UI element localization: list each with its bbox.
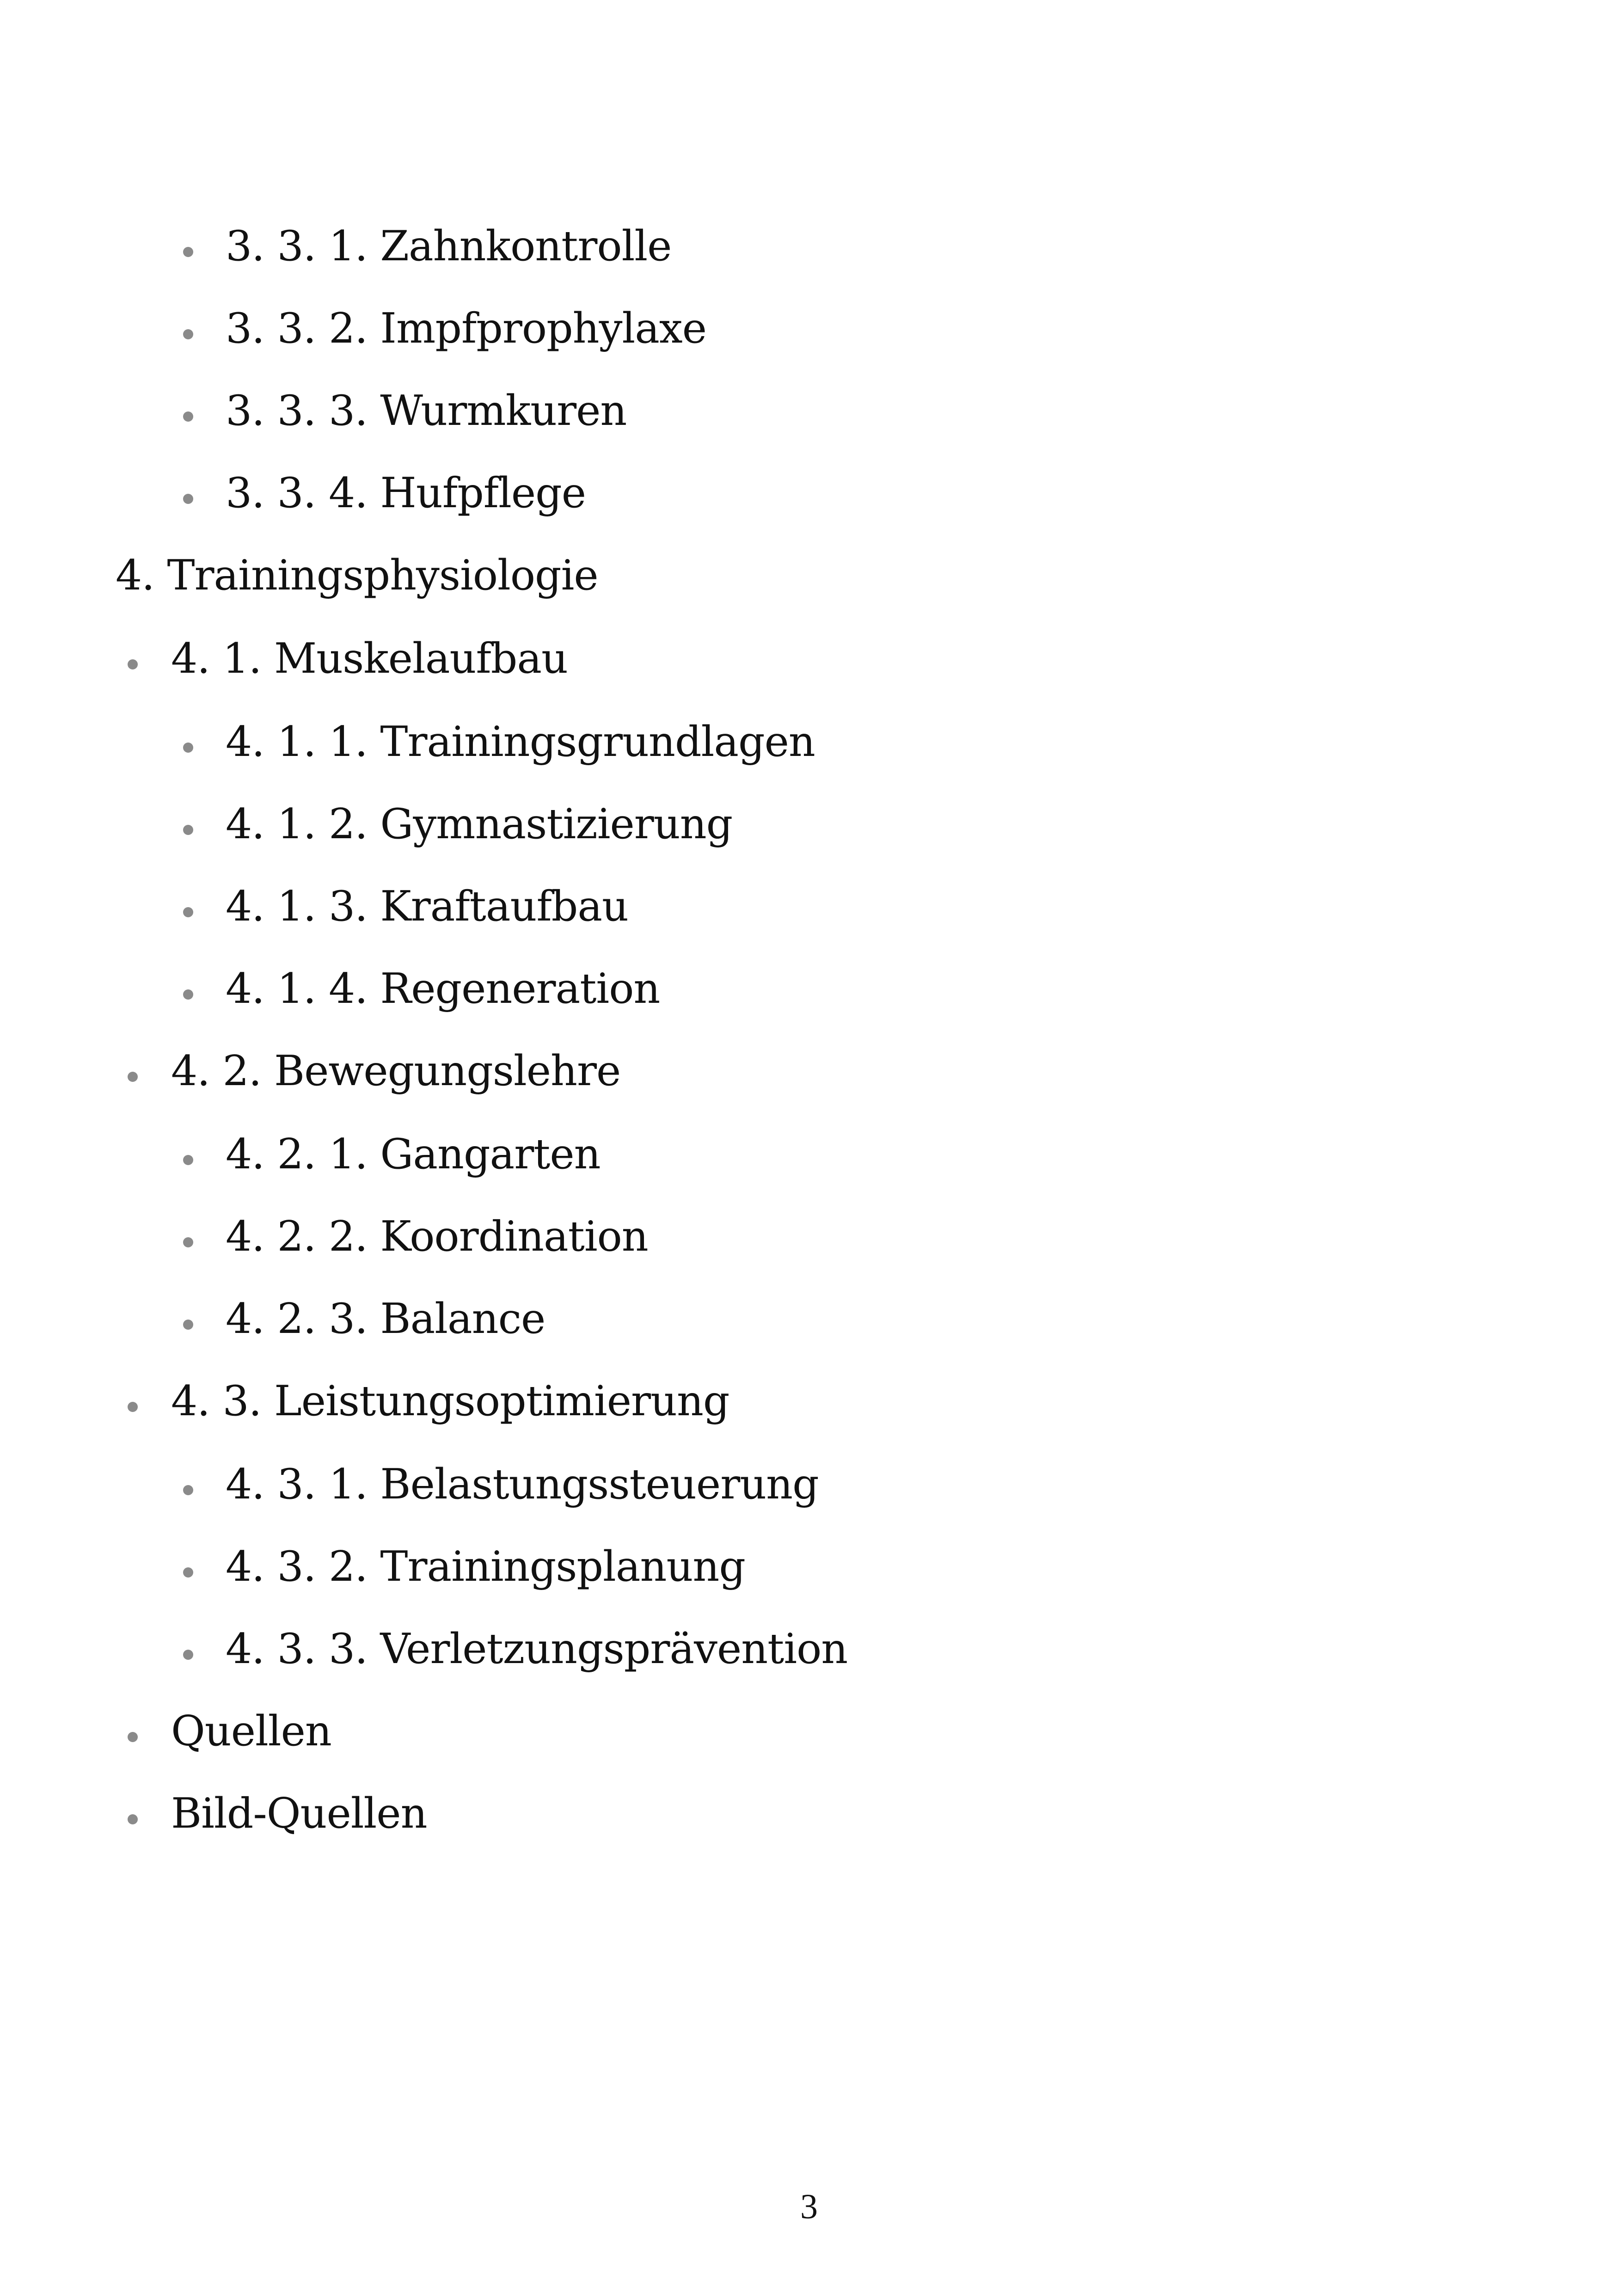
- page-number: 3: [800, 2187, 818, 2226]
- bullet-icon: [183, 825, 193, 835]
- bullet-icon: [183, 1155, 193, 1165]
- toc-entry-level-3: 4. 2. 3. Balance: [226, 1295, 545, 1343]
- bullet-icon: [183, 1485, 193, 1495]
- bullet-icon: [128, 1732, 138, 1742]
- toc-entry-level-3: 4. 1. 4. Regeneration: [226, 964, 660, 1013]
- toc-entry-level-3: 3. 3. 2. Impfprophylaxe: [226, 304, 706, 353]
- bullet-icon: [183, 411, 193, 422]
- toc-entry-level-3: 4. 3. 1. Belastungssteuerung: [226, 1460, 819, 1509]
- bullet-icon: [183, 743, 193, 753]
- toc-entry-level-2: Quellen: [171, 1707, 331, 1756]
- toc-entry-level-3: 4. 2. 1. Gangarten: [226, 1130, 601, 1179]
- bullet-icon: [183, 907, 193, 917]
- bullet-icon: [183, 1650, 193, 1660]
- toc-entry-level-3: 4. 3. 3. Verletzungsprävention: [226, 1625, 848, 1673]
- bullet-icon: [183, 329, 193, 339]
- bullet-icon: [128, 1814, 138, 1824]
- toc-entry-level-2: Bild-Quellen: [171, 1789, 427, 1838]
- bullet-icon: [183, 494, 193, 504]
- bullet-icon: [128, 659, 138, 669]
- toc-entry-level-3: 3. 3. 1. Zahnkontrolle: [226, 222, 672, 270]
- bullet-icon: [128, 1072, 138, 1082]
- bullet-icon: [183, 989, 193, 1000]
- bullet-icon: [183, 1567, 193, 1578]
- bullet-icon: [183, 1320, 193, 1330]
- toc-entry-level-2: 4. 2. Bewegungslehre: [171, 1047, 621, 1095]
- toc-entry-level-1: 4. Trainingsphysiologie: [116, 551, 598, 600]
- toc-entry-level-3: 3. 3. 3. Wurmkuren: [226, 387, 627, 435]
- toc-entry-level-2: 4. 3. Leistungsoptimierung: [171, 1377, 729, 1425]
- toc-entry-level-3: 3. 3. 4. Hufpflege: [226, 469, 586, 517]
- toc-entry-level-2: 4. 1. Muskelaufbau: [171, 634, 568, 683]
- toc-entry-level-3: 4. 2. 2. Koordination: [226, 1212, 648, 1261]
- bullet-icon: [183, 1237, 193, 1247]
- toc-entry-level-3: 4. 1. 3. Kraftaufbau: [226, 882, 628, 931]
- toc-entry-level-3: 4. 3. 2. Trainingsplanung: [226, 1542, 745, 1591]
- bullet-icon: [183, 247, 193, 257]
- toc-entry-level-3: 4. 1. 2. Gymnastizierung: [226, 800, 733, 848]
- toc-entry-level-3: 4. 1. 1. Trainingsgrundlagen: [226, 718, 815, 766]
- bullet-icon: [128, 1402, 138, 1412]
